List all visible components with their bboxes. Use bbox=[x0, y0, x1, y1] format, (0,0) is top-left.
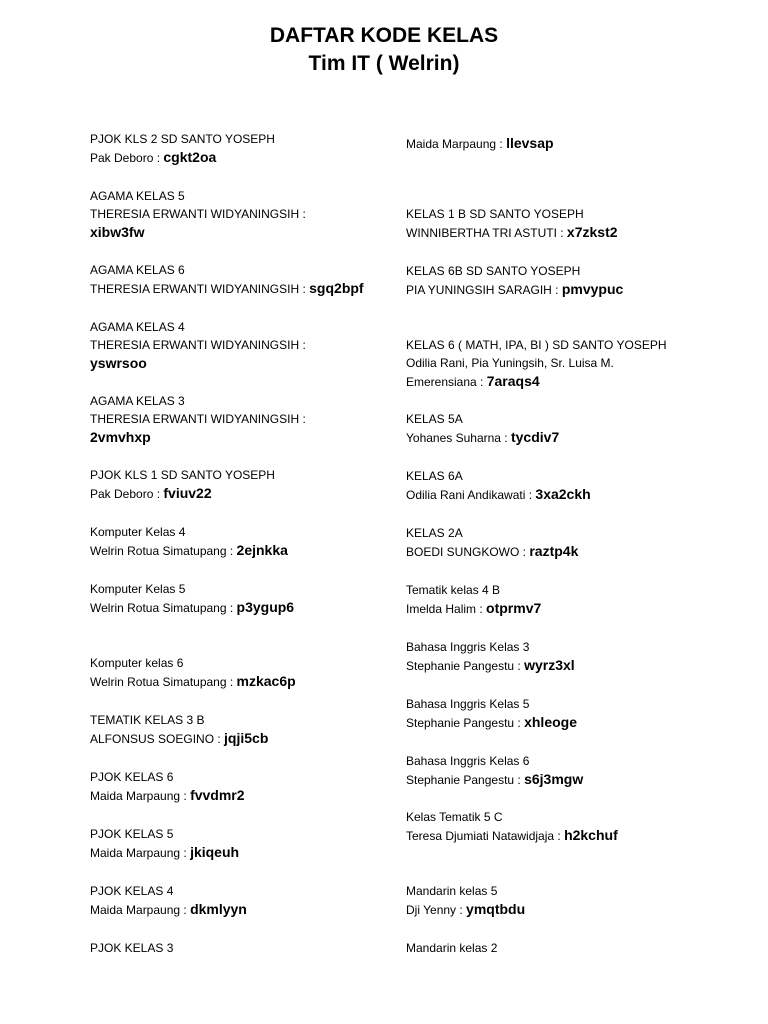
teacher-name: PIA YUNINGSIH SARAGIH : bbox=[406, 283, 562, 297]
title-line-2: Tim IT ( Welrin) bbox=[308, 52, 460, 75]
class-code: pmvypuc bbox=[561, 281, 624, 297]
class-code: otprmv7 bbox=[486, 600, 542, 616]
class-heading: Bahasa Inggris Kelas 3 bbox=[406, 640, 530, 654]
teacher-code-line bbox=[406, 372, 706, 391]
class-code: dkmlyyn bbox=[190, 901, 247, 917]
teacher-name: THERESIA ERWANTI WIDYANINGSIH : bbox=[90, 282, 310, 296]
teacher-code-line bbox=[406, 826, 706, 845]
class-entry bbox=[406, 336, 706, 391]
class-heading: KELAS 6 ( MATH, IPA, BI ) SD SANTO YOSEPH bbox=[406, 338, 667, 352]
class-entry bbox=[90, 187, 390, 242]
teacher-code-line bbox=[90, 786, 390, 805]
teacher-code-line bbox=[406, 280, 706, 299]
teacher-code-line bbox=[90, 148, 390, 167]
teacher-code-line bbox=[90, 598, 390, 617]
class-heading: PJOK KELAS 6 bbox=[90, 770, 174, 784]
teacher-code-line bbox=[90, 484, 390, 503]
teacher-name: Stephanie Pangestu : bbox=[406, 716, 525, 730]
class-entry bbox=[406, 638, 706, 675]
teacher-name: Odilia Rani Andikawati : bbox=[406, 488, 536, 502]
class-code: cgkt2oa bbox=[163, 149, 217, 165]
class-code: jkiqeuh bbox=[190, 844, 240, 860]
teacher-code-line bbox=[90, 672, 390, 691]
class-entry bbox=[90, 654, 390, 691]
class-entry bbox=[90, 392, 390, 447]
teacher-name: Pak Deboro : bbox=[90, 151, 164, 165]
class-heading: KELAS 6A bbox=[406, 469, 463, 483]
class-heading: TEMATIK KELAS 3 B bbox=[90, 713, 205, 727]
class-entry bbox=[90, 711, 390, 748]
class-code: tycdiv7 bbox=[510, 429, 560, 445]
teacher-name: Welrin Rotua Simatupang : bbox=[90, 601, 237, 615]
class-entry bbox=[90, 768, 390, 805]
class-heading: THERESIA ERWANTI WIDYANINGSIH : bbox=[90, 338, 306, 352]
teacher-code-line bbox=[90, 354, 390, 373]
teacher-name: Yohanes Suharna : bbox=[406, 431, 511, 445]
class-heading: Komputer Kelas 5 bbox=[90, 582, 186, 596]
class-heading: THERESIA ERWANTI WIDYANINGSIH : bbox=[90, 207, 306, 221]
class-entry bbox=[406, 410, 706, 447]
class-code: x7zkst2 bbox=[566, 224, 618, 240]
class-heading: KELAS 5A bbox=[406, 412, 463, 426]
teacher-name: Stephanie Pangestu : bbox=[406, 773, 525, 787]
class-code: ymqtbdu bbox=[466, 901, 526, 917]
class-entry bbox=[406, 134, 706, 153]
class-heading: Bahasa Inggris Kelas 5 bbox=[406, 697, 530, 711]
class-code: yswrsoo bbox=[90, 355, 147, 371]
class-heading: PJOK KELAS 5 bbox=[90, 827, 174, 841]
class-heading: AGAMA KELAS 5 bbox=[90, 189, 185, 203]
class-entry bbox=[90, 825, 390, 862]
class-entry bbox=[90, 261, 390, 298]
class-code: fvvdmr2 bbox=[190, 787, 245, 803]
teacher-code-line bbox=[406, 485, 706, 504]
teacher-name: Maida Marpaung : bbox=[406, 137, 507, 151]
teacher-name: Stephanie Pangestu : bbox=[406, 659, 525, 673]
class-code: 2ejnkka bbox=[236, 542, 288, 558]
class-heading: Mandarin kelas 5 bbox=[406, 884, 498, 898]
class-entry bbox=[90, 580, 390, 617]
class-entry bbox=[406, 262, 706, 299]
class-entry bbox=[406, 524, 706, 561]
class-heading: Bahasa Inggris Kelas 6 bbox=[406, 754, 530, 768]
teacher-code-line bbox=[90, 900, 390, 919]
class-heading: PJOK KLS 1 SD SANTO YOSEPH bbox=[90, 468, 275, 482]
class-code: 3xa2ckh bbox=[535, 486, 591, 502]
class-heading: Komputer kelas 6 bbox=[90, 656, 184, 670]
document-title bbox=[0, 22, 768, 78]
teacher-name: Pak Deboro : bbox=[90, 487, 164, 501]
class-code: 2vmvhxp bbox=[90, 429, 151, 445]
teacher-name: WINNIBERTHA TRI ASTUTI : bbox=[406, 226, 567, 240]
class-entry bbox=[90, 523, 390, 560]
teacher-name: BOEDI SUNGKOWO : bbox=[406, 545, 530, 559]
class-heading: AGAMA KELAS 3 bbox=[90, 394, 185, 408]
teacher-name: ALFONSUS SOEGINO : bbox=[90, 732, 225, 746]
teacher-code-line bbox=[406, 656, 706, 675]
class-heading: Kelas Tematik 5 C bbox=[406, 810, 503, 824]
class-code: raztp4k bbox=[529, 543, 579, 559]
class-entry bbox=[406, 581, 706, 618]
teacher-code-line bbox=[406, 900, 706, 919]
class-entry bbox=[90, 466, 390, 503]
class-heading: PJOK KELAS 4 bbox=[90, 884, 174, 898]
class-code: xhleoge bbox=[524, 714, 577, 730]
class-code: s6j3mgw bbox=[524, 771, 584, 787]
title-line-1: DAFTAR KODE KELAS bbox=[269, 24, 499, 47]
teacher-name: Welrin Rotua Simatupang : bbox=[90, 544, 237, 558]
teacher-code-line bbox=[406, 428, 706, 447]
teacher-code-line bbox=[90, 223, 390, 242]
class-heading: Komputer Kelas 4 bbox=[90, 525, 186, 539]
teacher-name: Maida Marpaung : bbox=[90, 846, 191, 860]
class-code: xibw3fw bbox=[90, 224, 145, 240]
class-entry bbox=[90, 130, 390, 167]
teacher-name: Emerensiana : bbox=[406, 375, 487, 389]
class-heading: Tematik kelas 4 B bbox=[406, 583, 501, 597]
teacher-code-line bbox=[90, 428, 390, 447]
class-entry bbox=[90, 318, 390, 373]
teacher-name: Teresa Djumiati Natawidjaja : bbox=[406, 829, 565, 843]
class-code: fviuv22 bbox=[163, 485, 212, 501]
class-entry bbox=[406, 752, 706, 789]
teacher-code-line bbox=[406, 713, 706, 732]
class-code: sgq2bpf bbox=[309, 280, 364, 296]
class-code: h2kchuf bbox=[564, 827, 618, 843]
class-entry bbox=[406, 882, 706, 919]
class-heading: KELAS 1 B SD SANTO YOSEPH bbox=[406, 207, 584, 221]
teacher-name: Maida Marpaung : bbox=[90, 789, 191, 803]
class-code: jqji5cb bbox=[224, 730, 269, 746]
class-heading: AGAMA KELAS 6 bbox=[90, 263, 185, 277]
class-heading: Odilia Rani, Pia Yuningsih, Sr. Luisa M. bbox=[406, 356, 614, 370]
class-entry bbox=[90, 939, 390, 957]
class-entry bbox=[90, 882, 390, 919]
class-code: wyrz3xl bbox=[524, 657, 575, 673]
teacher-code-line bbox=[406, 223, 706, 242]
class-code: llevsap bbox=[506, 135, 554, 151]
teacher-name: Welrin Rotua Simatupang : bbox=[90, 675, 237, 689]
class-heading: KELAS 6B SD SANTO YOSEPH bbox=[406, 264, 581, 278]
teacher-name: Dji Yenny : bbox=[406, 903, 467, 917]
teacher-code-line bbox=[406, 770, 706, 789]
class-entry bbox=[406, 467, 706, 504]
class-entry bbox=[406, 939, 706, 957]
class-heading: PJOK KELAS 3 bbox=[90, 941, 174, 955]
class-heading: AGAMA KELAS 4 bbox=[90, 320, 185, 334]
class-heading: Mandarin kelas 2 bbox=[406, 941, 498, 955]
class-entry bbox=[406, 695, 706, 732]
teacher-code-line bbox=[406, 599, 706, 618]
teacher-code-line bbox=[90, 279, 390, 298]
class-code: mzkac6p bbox=[236, 673, 296, 689]
class-heading: KELAS 2A bbox=[406, 526, 463, 540]
teacher-code-line bbox=[90, 541, 390, 560]
class-code: p3ygup6 bbox=[236, 599, 295, 615]
teacher-name: Maida Marpaung : bbox=[90, 903, 191, 917]
class-heading: THERESIA ERWANTI WIDYANINGSIH : bbox=[90, 412, 306, 426]
teacher-name: Imelda Halim : bbox=[406, 602, 487, 616]
class-entry bbox=[406, 808, 706, 845]
teacher-code-line bbox=[90, 843, 390, 862]
class-entry bbox=[406, 205, 706, 242]
teacher-code-line bbox=[406, 542, 706, 561]
teacher-code-line bbox=[90, 729, 390, 748]
class-heading: PJOK KLS 2 SD SANTO YOSEPH bbox=[90, 132, 275, 146]
teacher-code-line bbox=[406, 134, 706, 153]
class-code: 7araqs4 bbox=[486, 373, 540, 389]
